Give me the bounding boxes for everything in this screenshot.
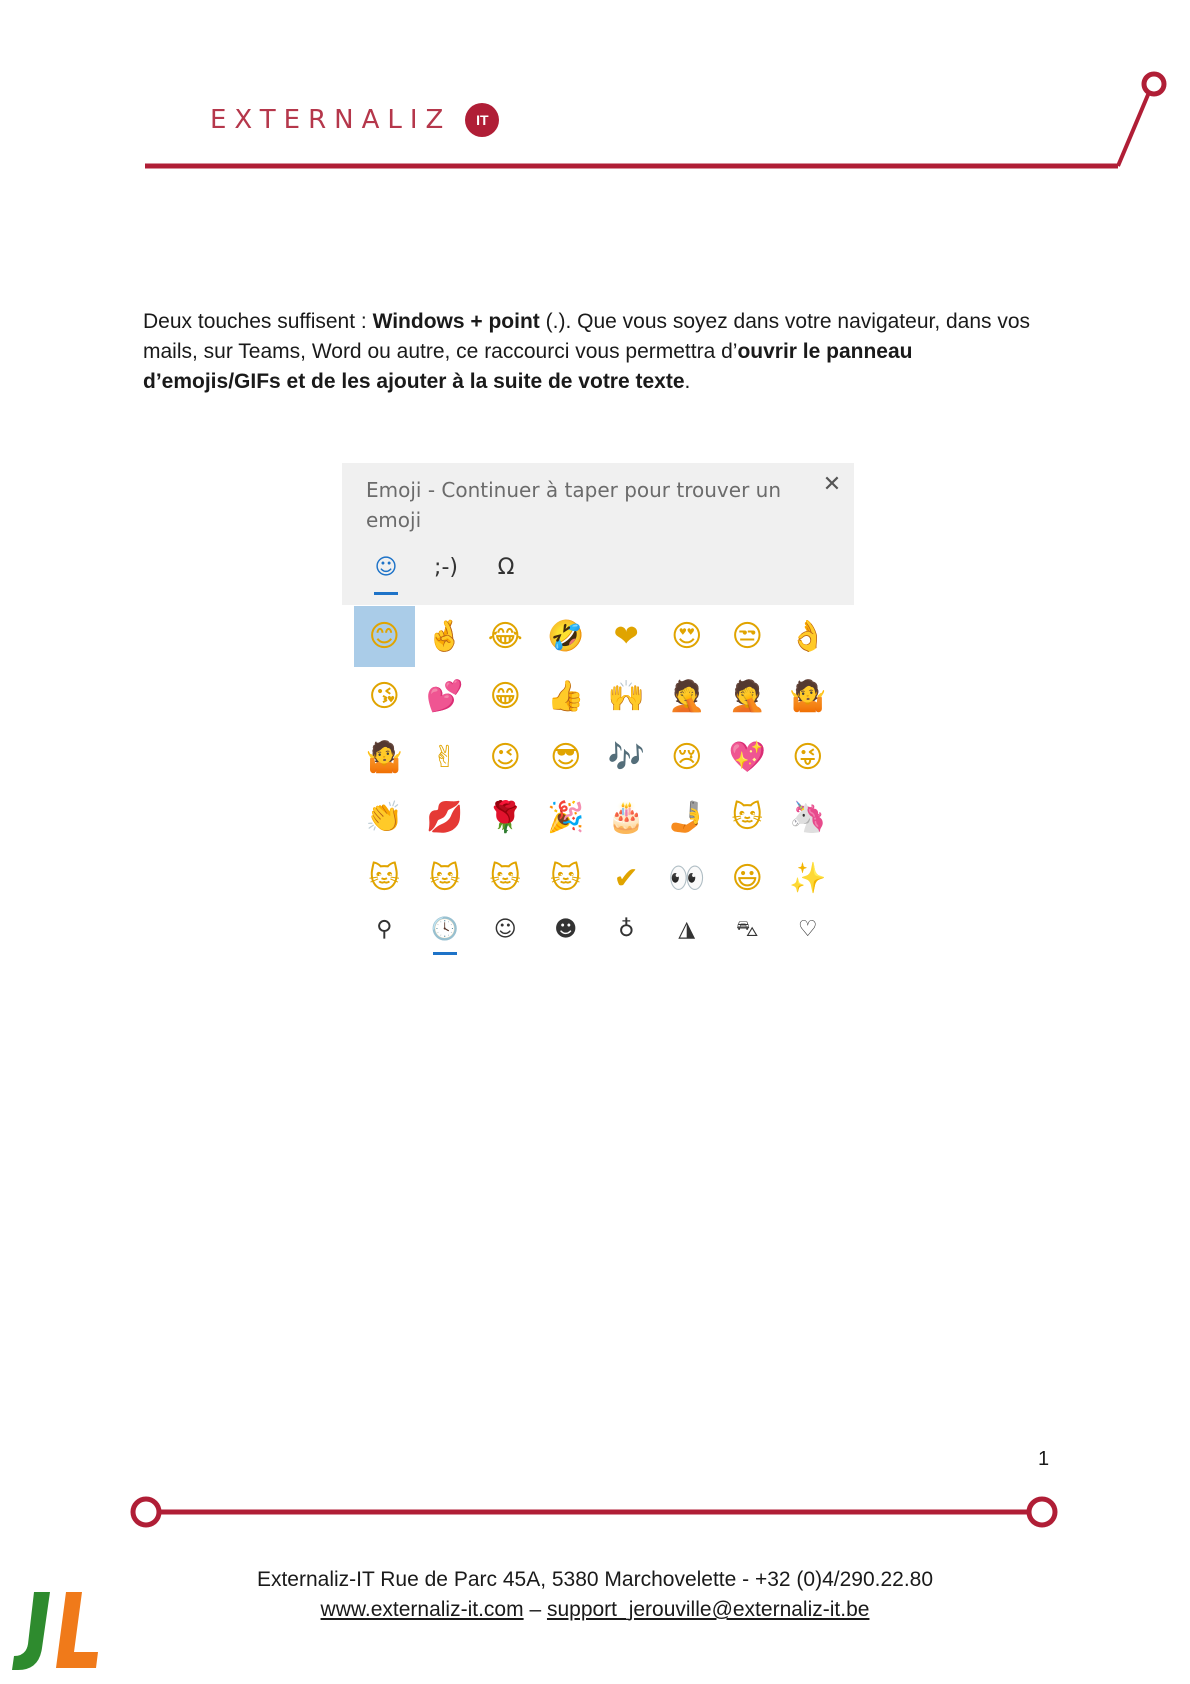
emoji-cell[interactable]: 💕 [426, 679, 464, 715]
emoji-cell[interactable]: 👏 [365, 800, 403, 836]
logo-badge: IT [465, 103, 499, 137]
emoji-cell[interactable]: 🐱 [489, 860, 521, 896]
emoji-cell[interactable]: ✨ [789, 860, 827, 896]
emoji-cell[interactable]: 🌹 [486, 800, 524, 836]
emoji-cell[interactable]: 😁 [489, 679, 521, 715]
pizza-icon[interactable]: ◮ [678, 917, 696, 942]
balloon-icon[interactable]: ♁ [618, 917, 635, 942]
emoji-cell[interactable]: 🎉 [547, 800, 585, 836]
person-icon[interactable]: ☻ [554, 917, 578, 942]
emoji-cell[interactable]: 😢 [671, 739, 703, 775]
emoji-cell[interactable]: 😜 [792, 739, 824, 775]
emoji-cell[interactable]: 🤣 [547, 618, 585, 654]
emoji-cell[interactable]: 😉 [489, 739, 521, 775]
emoji-cell[interactable]: 🤳 [668, 800, 706, 836]
page-number: 1 [1038, 1448, 1050, 1470]
emoji-cell[interactable]: ✔ [613, 860, 639, 896]
emoji-cell[interactable]: 😊 [354, 606, 415, 667]
tab-kaomoji[interactable]: ;-) [434, 555, 458, 580]
smiley-outline-icon[interactable]: ☺ [493, 917, 517, 942]
emoji-cell[interactable]: 👀 [668, 860, 706, 896]
emoji-cell[interactable]: 🤷 [789, 679, 827, 715]
emoji-category-bar [354, 911, 838, 955]
emoji-cell[interactable]: 😒 [731, 618, 763, 654]
emoji-panel-header [342, 463, 854, 605]
emoji-cell[interactable]: 🦄 [789, 800, 827, 836]
shortcut-keys: Windows + point [372, 310, 540, 333]
website-link[interactable]: www.externaliz-it.com [320, 1598, 524, 1621]
emoji-cell[interactable]: 😃 [731, 860, 763, 896]
emoji-cell[interactable]: 😎 [550, 739, 582, 775]
emoji-cell[interactable]: 💖 [728, 739, 766, 775]
emoji-cell[interactable]: 🤦 [728, 679, 766, 715]
tab-emoji[interactable]: ☺ [356, 551, 416, 595]
emoji-cell[interactable]: 🐱 [429, 860, 461, 896]
car-icon[interactable]: ⛍ [735, 917, 759, 942]
close-icon[interactable]: ✕ [822, 472, 842, 497]
emoji-cell[interactable]: 🎶 [607, 739, 645, 775]
emoji-cell[interactable]: 😘 [368, 679, 400, 715]
emoji-cell[interactable]: 🤞 [426, 618, 464, 654]
emoji-cell[interactable]: 💋 [426, 800, 464, 836]
emoji-panel [342, 463, 854, 968]
emoji-grid [354, 606, 838, 909]
search-icon[interactable]: ⚲ [376, 917, 393, 942]
header-line [0, 0, 1190, 200]
emoji-cell[interactable]: 🤷 [365, 739, 403, 775]
jl-logo [10, 1590, 100, 1674]
emoji-cell[interactable]: 👍 [547, 679, 585, 715]
logo-text: EXTERNALIZ [210, 105, 452, 135]
emoji-cell[interactable]: 😍 [671, 618, 703, 654]
emoji-cell[interactable]: 🐱 [731, 800, 763, 836]
emoji-cell[interactable]: ✌ [432, 739, 458, 775]
emoji-search-input[interactable]: Emoji - Continuer à taper pour trouver un emoji [366, 478, 781, 532]
heart-outline-icon[interactable]: ♡ [797, 917, 818, 942]
tab-symbols[interactable]: Ω [497, 555, 515, 580]
feature-description: ouvrir le panneau d’emojis/GIFs et de les ajouter à la suite de votre texte [143, 340, 913, 393]
intro-paragraph: Deux touches suffisent : Windows + point (.). Que vous soyez dans votre navigateur, dans vos mails, sur Teams, Word ou autre, ce raccourci vous permettra d’ouvrir le panneau d’emojis/GIFs et de les ajouter à la suite de votre texte. [143, 310, 1031, 393]
support-email-link[interactable]: support_jerouville@externaliz-it.be [546, 1598, 870, 1621]
emoji-cell[interactable]: 🎂 [607, 800, 645, 836]
emoji-cell[interactable]: 😂 [487, 618, 523, 654]
company-logo [210, 96, 499, 144]
footer-links: www.externaliz-it.com – support_jerouville@externaliz-it.be [320, 1598, 870, 1621]
recent-clock-icon[interactable]: 🕓 [415, 911, 476, 955]
emoji-cell[interactable]: ❤ [613, 618, 639, 654]
emoji-cell[interactable]: 🐱 [550, 860, 582, 896]
emoji-panel-tabs [356, 551, 536, 595]
company-address: Externaliz-IT Rue de Parc 45A, 5380 Marchovelette - +32 (0)4/290.22.80 [256, 1568, 934, 1591]
emoji-cell[interactable]: 🤦 [668, 679, 706, 715]
emoji-cell[interactable]: 🙌 [607, 679, 645, 715]
emoji-cell[interactable]: 🐱 [368, 860, 400, 896]
emoji-cell[interactable]: 👌 [789, 618, 827, 654]
